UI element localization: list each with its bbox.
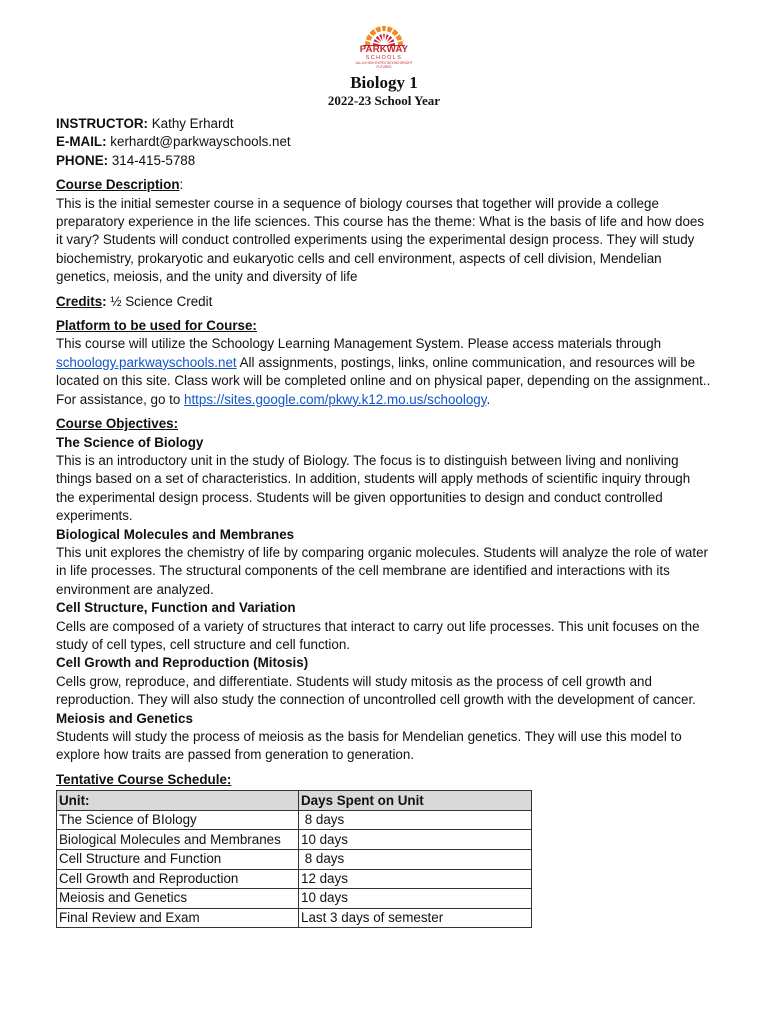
platform-text-1: This course will utilize the Schoology Learning Management System. Please access materials through	[56, 336, 662, 352]
platform-text-3: .	[486, 391, 491, 407]
unit-title: Cell Structure, Function and Variation	[56, 600, 296, 616]
days-cell: 8 days	[299, 850, 532, 870]
days-cell: 12 days	[299, 869, 532, 889]
logo-tagline: ALL-IN HIGH EXPECTATIONS BRIGHT FUTURES	[355, 61, 413, 69]
instructor-name: Kathy Erhardt	[148, 116, 234, 131]
school-year: 2022-23 School Year	[327, 93, 441, 108]
unit-text: Cells grow, reproduce, and differentiate. Students will study mitosis as the process of cell growth and reproduction. They will also study the connection of uncontrolled cell growth with the development of cancer.	[56, 673, 696, 708]
schedule-heading: Tentative Course Schedule:	[56, 771, 232, 787]
table-row	[57, 850, 532, 870]
instructor-label: INSTRUCTOR:	[56, 116, 148, 131]
instructor-row	[56, 115, 712, 133]
unit-block	[56, 434, 712, 526]
syllabus-page	[56, 26, 712, 928]
unit-block	[56, 654, 712, 709]
unit-cell: Final Review and Exam	[57, 908, 299, 928]
platform-section	[56, 317, 712, 409]
unit-block	[56, 526, 712, 600]
sunburst-logo-icon	[361, 26, 407, 46]
schoology-help-link[interactable]: https://sites.google.com/pkwy.k12.mo.us/schoology	[184, 391, 487, 407]
logo-sub: SCHOOLS	[365, 55, 403, 61]
unit-cell: Cell Structure and Function	[57, 850, 299, 870]
days-cell: 8 days	[299, 810, 532, 830]
unit-cell: Cell Growth and Reproduction	[57, 869, 299, 889]
column-header-days: Days Spent on Unit	[299, 791, 532, 811]
unit-text: This unit explores the chemistry of life by comparing organic molecules. Students will analyze the role of water in life processes. The structural components of the cell membrane are identified and interactions with its environment are analyzed.	[56, 544, 708, 597]
platform-heading: Platform to be used for Course:	[56, 318, 257, 334]
unit-text: Students will study the process of meiosis as the basis for Mendelian genetics. They will use this model to explore how traits are passed from generation to generation.	[56, 729, 682, 763]
credits-section	[56, 293, 712, 311]
description-section	[56, 176, 712, 286]
schoology-link[interactable]: schoology.parkwayschools.net	[56, 354, 237, 370]
unit-block	[56, 710, 712, 765]
description-colon: :	[179, 177, 184, 193]
unit-block	[56, 599, 712, 654]
table-row	[57, 830, 532, 850]
credits-value: ½ Science Credit	[106, 293, 213, 309]
unit-cell: The Science of BIology	[57, 810, 299, 830]
email-label: E-MAIL:	[56, 134, 107, 150]
table-row	[57, 869, 532, 889]
email-row	[56, 133, 712, 151]
table-row	[57, 810, 532, 830]
table-row	[57, 908, 532, 928]
contact-block	[56, 115, 712, 170]
unit-title: The Science of Biology	[56, 434, 204, 450]
days-cell: 10 days	[299, 830, 532, 850]
platform-text-2: All assignments, postings, links, online communication, and resources will be located on this site. Class work will be completed online and on physical paper, depending on the assignment.. For assistance, go to	[56, 354, 711, 407]
email-value: kerhardt@parkwayschools.net	[106, 134, 291, 150]
days-cell: 10 days	[299, 889, 532, 909]
schedule-table	[56, 790, 532, 928]
unit-title: Meiosis and Genetics	[56, 710, 193, 726]
description-text: This is the initial semester course in a sequence of biology courses that together will provide a college preparatory experience in the life sciences. This course has the theme: What is the basis of life and how does it vary? Students will conduct controlled experiments using the experimental design process. They will study biochemistry, prokaryotic and eukaryotic cells and cell environment, aspects of cell division, Mendelian genetics, meiosis, and the unity and diversity of life	[56, 195, 705, 285]
table-row	[57, 889, 532, 909]
unit-title: Cell Growth and Reproduction (Mitosis)	[56, 655, 309, 671]
phone-row	[56, 152, 712, 170]
unit-cell: Meiosis and Genetics	[57, 889, 299, 909]
credits-colon: :	[102, 293, 107, 309]
platform-text	[56, 335, 712, 409]
phone-value: 314-415-5788	[108, 152, 196, 168]
unit-text: This is an introductory unit in the study of Biology. The focus is to distinguish between living and nonliving things based on a set of characteristics. In addition, students will apply methods of scientific inquiry through the experimental design process. Students will be given opportunities to design and conduct controlled experiments.	[56, 452, 691, 524]
logo-name: PARKWAY	[359, 44, 409, 55]
phone-label: PHONE:	[56, 152, 109, 168]
objectives-heading: Course Objectives:	[56, 416, 179, 432]
schedule-section	[56, 771, 712, 929]
unit-title: Biological Molecules and Membranes	[56, 526, 295, 542]
objectives-section	[56, 415, 712, 765]
days-cell: Last 3 days of semester	[299, 908, 532, 928]
description-heading: Course Description	[56, 177, 180, 193]
table-header-row	[57, 791, 532, 811]
course-title: Biology 1	[350, 73, 418, 92]
credits-label: Credits	[56, 293, 103, 309]
column-header-unit: Unit:	[57, 791, 299, 811]
unit-text: Cells are composed of a variety of structures that interact to carry out life processes. This unit focuses on the study of cell types, cell structure and cell function.	[56, 618, 700, 652]
unit-cell: Biological Molecules and Membranes	[57, 830, 299, 850]
school-logo	[349, 26, 419, 69]
